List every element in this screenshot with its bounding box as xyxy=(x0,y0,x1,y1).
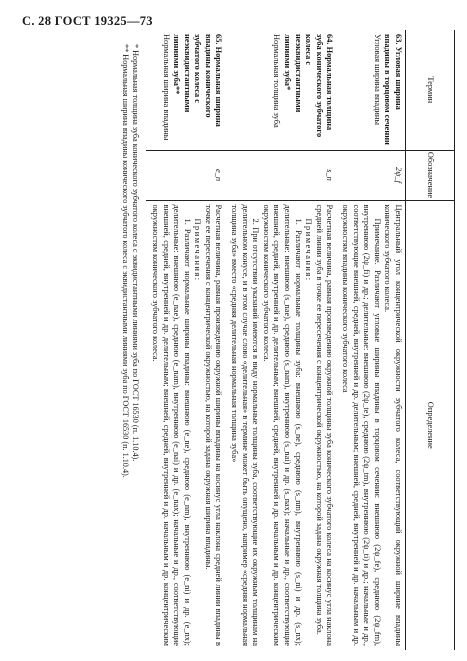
table-row xyxy=(226,30,337,650)
definition-cell xyxy=(336,200,405,650)
table-row xyxy=(336,30,405,650)
term-short: Нормальная толщина зуба xyxy=(272,34,282,128)
header-term: Термин xyxy=(406,30,455,150)
term-cell xyxy=(336,30,405,150)
definition-cell xyxy=(146,200,225,650)
term-short: Угловая ширина впадины xyxy=(372,34,382,125)
symbol-cell: s_n xyxy=(226,150,337,200)
symbol-cell: 2ψ_f xyxy=(336,150,405,200)
page-header: С. 28 ГОСТ 19325—73 xyxy=(22,14,153,28)
term-short: Нормальная ширина впадины xyxy=(161,34,171,141)
term-bold: 65. Нормальная ширина впадины конического зубчатого колеса с неэквидистантными линиями зуба** xyxy=(172,34,224,127)
footnote: * Нормальная толщина зуба конического зубчатого колеса с эквидистантными линиями зуба по ГОСТ 16530 (п. 1.10.4). xyxy=(131,44,141,462)
notes-heading: Примечания: xyxy=(193,218,203,282)
symbol-cell: e_n xyxy=(146,150,225,200)
definition-note: 2. При отсутствии указаний имеются в виду нормальные толщины зуба, соответствующие их окружным толщинам на делительном конусе, и в этом случае слово «делительная» в термине может быть опущено, например «средняя нормальная толщина зуба» вместо «средняя делительная нормальная толщина зуба» xyxy=(230,204,261,646)
definition-note: 1. Различают нормальные толщины зуба: внешнюю (s_ne), среднюю (s_nm), внутреннюю (s_ni) и др. (s_nx); делительные: внешнюю (s_nae), среднюю (s_nam), внутреннюю (s_nai) и др. (s_nax); начальные и др., соответствующие внешней, средней, внутренней и др. делительным; внешней, средней, внутренней и др. начальным и др. концентрическим окружностям конического зубчатого колеса. xyxy=(261,204,303,646)
terms-table xyxy=(146,30,455,650)
term-bold: 63. Угловая ширина впадины в торцовом сечении xyxy=(383,34,403,145)
definition-text: Расчетная величина, равная произведению окружной ширины впадины на косинус угла наклона средней линии впадины в точке ее пересечения с концентрической окружностью, на которой задана окружная ширина впадины. xyxy=(203,204,224,646)
term-cell xyxy=(146,30,225,150)
footnotes xyxy=(120,30,141,650)
definition-text: Центральный угол концентрической окружности зубчатого колеса, соответствующий окружной ширине впадины конического зубчатого колеса. xyxy=(383,204,403,646)
definition-cell xyxy=(226,200,337,650)
term-bold: 64. Нормальная толщина зуба конического зубчатого колеса с неэквидистантными линиями зуба* xyxy=(283,34,335,138)
header-symbol: Обозначение xyxy=(406,150,455,200)
header-definition: Определение xyxy=(406,200,455,650)
notes-heading: Примечания: xyxy=(304,218,314,282)
definition-note: Примечание. Различают угловые ширины впадины в торцовом сечении: внешнюю (2ψ_fe), среднюю (2ψ_fm), внутреннюю (2ψ_fi) и др.; делительные: внешнюю (2ψ_te), среднюю (2ψ_tm), внутреннюю (2ψ_ti) и др.; начальные и др., соответствующие внешней, средней, внутренней и др. делительным; внешней, средней, внутренней и др. начальным и др. окружностям впадины конического зубчатого колеса xyxy=(341,204,382,646)
definition-text: Расчетная величина, равная произведению окружной толщины зуба конического зубчатого колеса на косинус угла наклона средней линии зуба в точке ее пересечения с концентрической окружностью, на которой задана окружная толщина зуба. xyxy=(314,204,335,646)
definition-note: 1. Различают нормальные ширины впадины: внешнюю (e_ne), среднюю (e_nm), внутреннюю (e_ni) и др. (e_nx); делительные: внешнюю (e_nae), среднюю (e_nam), внутреннюю (e_nai) и др. (e_nax); начальные и др., соответствующие внешней, средней, внутренней и др. делительным; внешней, средней, внутренней и др. начальным и др. концентрическим окружностям конического зубчатого колеса. xyxy=(150,204,192,646)
term-cell xyxy=(226,30,337,150)
table-row xyxy=(146,30,225,650)
footnote: ** Нормальная ширина впадины конического зубчатого колеса с эквидистантными линиями зуба по ГОСТ 16530 (п. 1.10.4). xyxy=(120,44,130,478)
rotated-table-block xyxy=(15,30,455,650)
table-header-row xyxy=(406,30,455,650)
